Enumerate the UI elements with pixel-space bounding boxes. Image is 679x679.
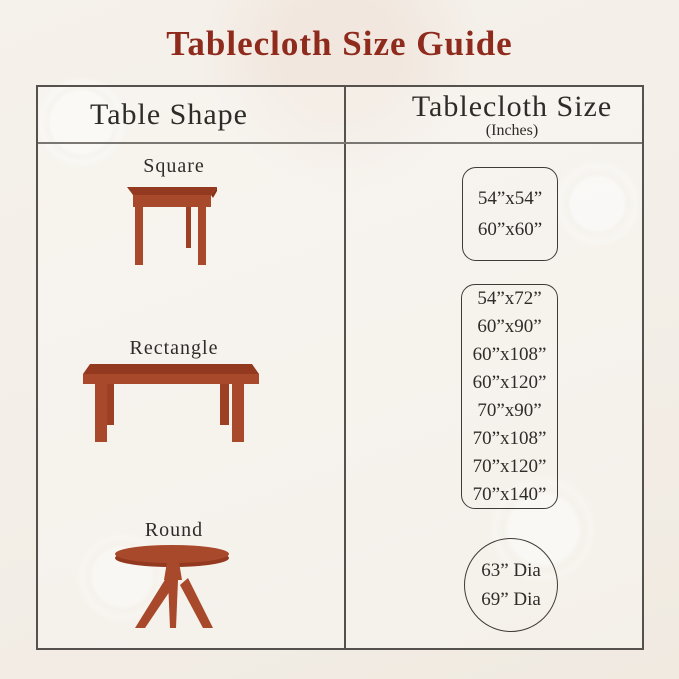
column-header-size-title: Tablecloth Size bbox=[411, 90, 613, 123]
round-table-icon bbox=[104, 542, 244, 632]
round-sizes-circle bbox=[464, 538, 558, 632]
size-value: 70”x90” bbox=[477, 399, 542, 421]
row-rectangle-shape bbox=[38, 337, 310, 446]
square-label: Square bbox=[143, 155, 205, 177]
size-value: 60”x60” bbox=[477, 219, 543, 240]
size-value: 70”x120” bbox=[472, 455, 547, 477]
rectangle-sizes-box bbox=[461, 284, 558, 509]
page-title: Tablecloth Size Guide bbox=[166, 24, 513, 63]
square-table-icon bbox=[94, 178, 254, 270]
column-header-size-unit: (Inches) bbox=[485, 122, 539, 139]
rectangle-table-icon bbox=[74, 360, 274, 446]
size-value: 60”x90” bbox=[477, 315, 542, 337]
size-value: 70”x140” bbox=[472, 483, 547, 505]
round-label: Round bbox=[144, 519, 204, 541]
size-value: 60”x120” bbox=[472, 371, 547, 393]
size-value: 63” Dia bbox=[481, 560, 541, 581]
size-value: 54”x72” bbox=[477, 287, 542, 309]
column-header-table-shape: Table Shape bbox=[89, 97, 248, 131]
size-value: 54”x54” bbox=[477, 188, 543, 209]
header-divider bbox=[38, 142, 642, 144]
column-header-tablecloth-size bbox=[372, 89, 652, 142]
size-value: 69” Dia bbox=[481, 589, 541, 610]
column-divider bbox=[344, 87, 346, 648]
rectangle-label: Rectangle bbox=[129, 337, 219, 359]
row-round-shape bbox=[38, 519, 310, 632]
size-value: 60”x108” bbox=[472, 343, 547, 365]
size-guide-table bbox=[36, 85, 644, 650]
row-square-shape bbox=[38, 155, 310, 270]
size-value: 70”x108” bbox=[472, 427, 547, 449]
square-sizes-box bbox=[462, 167, 558, 261]
